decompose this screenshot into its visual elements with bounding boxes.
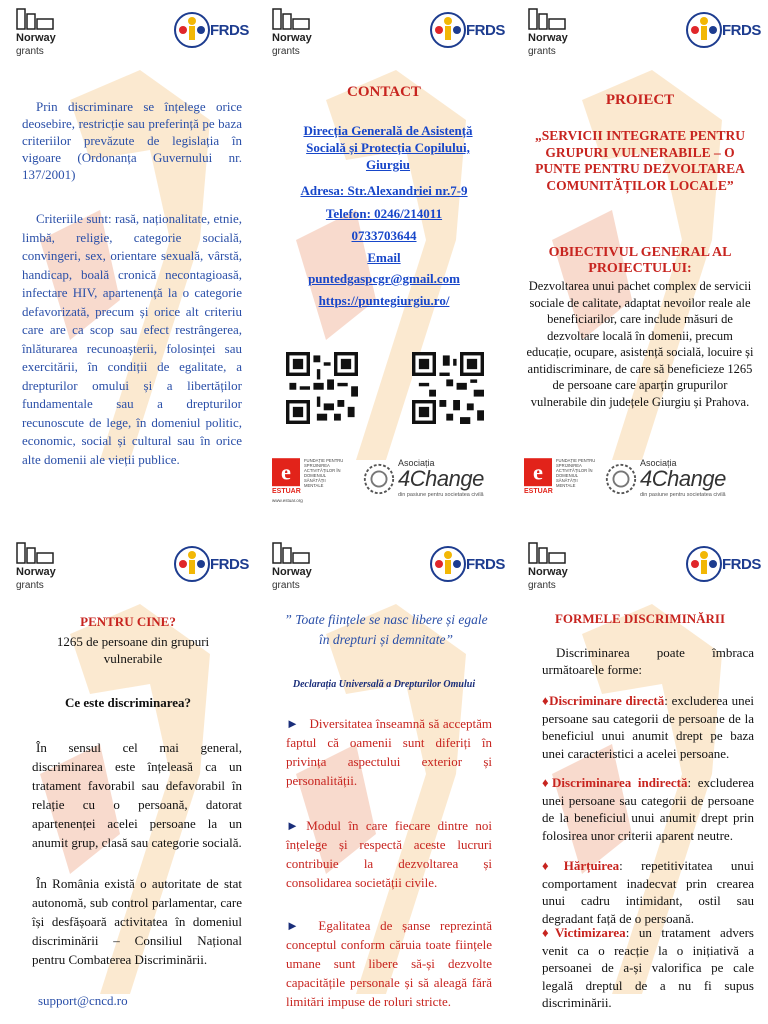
4change-subtitle: din pasiune pentru societatea civilă xyxy=(398,492,484,498)
respect-bullet xyxy=(286,816,492,892)
estuar-subtitle: FUNDAȚIE PENTRU SPRIJINIREA ACTIVITĂȚILOR ÎN DOMENIUL SĂNĂTĂȚII MENTALE xyxy=(304,458,344,488)
grants-label: grants xyxy=(528,580,556,591)
asociatia-label: Asociația xyxy=(640,458,677,468)
diversity-bullet xyxy=(286,714,492,790)
discrimination-meaning-text: În sensul cel mai general, discriminarea este înțeleasă ca un tratament favorabil sau defavorabil în relație cu o persoană, datorat apartenenței acelei persoane la un anumit grup, clasă sau categorie socială. xyxy=(32,740,242,850)
contact-address-link[interactable]: Adresa: Str.Alexandriei nr.7-9 xyxy=(300,183,468,198)
contact-phone-link[interactable]: Telefon: 0246/214011 xyxy=(325,206,443,221)
norway-flag-icon xyxy=(528,8,566,30)
cncd-text: În România există o autoritate de stat autonomă, sub control parlamentar, care își desfășoară activitatea în domeniul discriminării – Consiliul Național pentru Combaterea Discriminării. xyxy=(32,876,242,967)
estuar-label: ESTUAR xyxy=(272,488,301,495)
form-indirect xyxy=(542,774,754,844)
bullet-arrow-icon: ► xyxy=(286,716,310,731)
norway-label: Norway xyxy=(16,32,56,44)
forms-title: FORMELE DISCRIMINĂRII xyxy=(554,611,726,626)
frds-logo xyxy=(172,544,249,590)
grants-label: grants xyxy=(16,46,44,57)
panel-contact xyxy=(256,0,512,512)
norway-grants-logo xyxy=(270,542,340,594)
estuar-label: ESTUAR xyxy=(524,488,553,495)
frds-label: FRDS xyxy=(466,22,505,39)
norway-flag-icon xyxy=(16,542,54,564)
for-whom-title: PENTRU CINE? xyxy=(80,614,176,629)
estuar-subtitle: FUNDAȚIE PENTRU SPRIJINIREA ACTIVITĂȚILOR ÎN DOMENIUL SĂNĂTĂȚII MENTALE xyxy=(556,458,596,488)
panel-header xyxy=(270,8,505,60)
4change-circle-icon xyxy=(604,462,638,496)
frds-logo xyxy=(428,544,505,590)
form-harassment-name: ♦Hărțuirea xyxy=(542,858,620,873)
norway-label: Norway xyxy=(528,32,568,44)
frds-label: FRDS xyxy=(210,22,249,39)
form-harassment xyxy=(542,857,754,927)
objective-title: OBIECTIVUL GENERAL AL PROIECTULUI: xyxy=(548,245,732,276)
norway-label: Norway xyxy=(16,566,56,578)
norway-grants-logo xyxy=(14,542,84,594)
contact-email-link[interactable]: puntedgaspcgr@gmail.com xyxy=(308,271,460,286)
estuar-emblem-icon xyxy=(272,458,300,492)
norway-flag-icon xyxy=(272,8,310,30)
equal-opportunity-text: Egalitatea de șanse reprezintă conceptul conform căruia toate ființele umane sunt libere să-și dezvolte capacitățile personale și să aleagă fără limitări impuse de roluri stricte. xyxy=(286,918,492,1009)
project-name: „SERVICII INTEGRATE PENTRU GRUPURI VULNERABILE – O PUNTE PENTRU DEZVOLTAREA COMUNITĂȚILOR LOCALE” xyxy=(534,128,746,193)
4change-label: 4Change xyxy=(640,466,726,491)
contact-email-label[interactable]: Email xyxy=(367,250,401,265)
grants-label: grants xyxy=(272,46,300,57)
panel-forms-of-discrimination xyxy=(512,534,768,1024)
frds-label: FRDS xyxy=(210,556,249,573)
human-rights-quote: ” Toate ființele se nasc libere și egale în drepturi și demnitate” xyxy=(284,612,488,647)
form-direct-text: : excluderea unei persoane sau categorii de persoane de la beneficiul unui anumit drept pe baza unei caracteristici a acelei persoane. xyxy=(542,693,754,761)
grants-label: grants xyxy=(16,580,44,591)
discrimination-definition-text: Prin discriminare se înțelege orice deosebire, restricție sau preferință pe baza criteriilor prevăzute de legislația în vigoare (Ordonanța Guvernului nr. 137/2001) xyxy=(22,99,242,182)
contact-mobile-link[interactable]: 0733703644 xyxy=(351,228,417,243)
panel-header xyxy=(526,542,761,594)
panel-discrimination-definition xyxy=(0,0,256,512)
form-indirect-name: ♦Discriminarea indirectă xyxy=(542,775,688,790)
cncd-email-link[interactable]: support@cncd.ro xyxy=(38,993,128,1008)
frds-emblem-icon xyxy=(684,544,724,584)
forms-intro: Discriminarea poate îmbraca următoarele forme: xyxy=(542,645,754,677)
4change-label: 4Change xyxy=(398,466,484,491)
brochure-inner-side xyxy=(0,534,768,1024)
grants-label: grants xyxy=(528,46,556,57)
contact-title: CONTACT xyxy=(347,84,421,100)
norway-grants-logo xyxy=(14,8,84,60)
frds-emblem-icon xyxy=(172,544,212,584)
grants-label: grants xyxy=(272,580,300,591)
panel-header xyxy=(14,542,249,594)
respect-text: Modul în care fiecare dintre noi înțelege și respectă aceste lucruri contribuie la dezvoltarea și consolidarea societății civile. xyxy=(286,818,492,890)
frds-emblem-icon xyxy=(684,10,724,50)
frds-logo xyxy=(172,10,249,56)
frds-emblem-icon xyxy=(428,544,468,584)
form-direct xyxy=(542,692,754,762)
norway-flag-icon xyxy=(16,8,54,30)
frds-logo xyxy=(684,544,761,590)
diversity-text: Diversitatea înseamnă să acceptăm faptul că oamenii sunt diferiți în privința aspectului exterior și personalității. xyxy=(286,716,492,788)
form-victimization-name: ♦Victimizarea xyxy=(542,925,626,940)
norway-label: Norway xyxy=(528,566,568,578)
what-is-discrimination-question: Ce este discriminarea? xyxy=(64,695,192,710)
frds-logo xyxy=(684,10,761,56)
estuar-url: www.estuar.org xyxy=(272,498,303,503)
frds-emblem-icon xyxy=(428,10,468,50)
panel-project xyxy=(512,0,768,512)
panel-quote-diversity xyxy=(256,534,512,1024)
4change-circle-icon xyxy=(362,462,396,496)
frds-label: FRDS xyxy=(722,556,761,573)
norway-grants-logo xyxy=(270,8,340,60)
page-divider xyxy=(0,524,768,534)
qr-code-icon[interactable] xyxy=(412,352,484,424)
project-title: PROIECT xyxy=(605,92,675,108)
frds-logo xyxy=(428,10,505,56)
for-whom-text: 1265 de persoane din grupuri vulnerabile xyxy=(56,634,210,666)
asociatia-4change-logo xyxy=(604,456,764,506)
frds-label: FRDS xyxy=(722,22,761,39)
asociatia-label: Asociația xyxy=(398,458,435,468)
objective-text: Dezvoltarea unui pachet complex de servicii sociale de calitate, adaptat nevoilor reale ale beneficiarilor, care include măsuri de dezvoltare locală în domenii, precum educație, ocupare, asistență socială, locuire și antidiscriminare, de care să beneficieze 1265 de persoane care aparțin grupurilor vulnerabile din județele Giurgiu și Prahova. xyxy=(526,279,754,409)
asociatia-4change-logo xyxy=(362,456,510,506)
svg-text:e: e xyxy=(533,459,543,485)
form-direct-name: ♦Discriminare directă xyxy=(542,693,665,708)
criteria-text: Criteriile sunt: rasă, naționalitate, etnie, limbă, religie, categorie socială, convingeri, sex, orientare sexuală, vârstă, handicap, boală cronică necontagioasă, infectare HIV, apartenență la o categorie defavorizată, precum și orice alt criteriu care are ca scop sau efect restrângerea, înlăturarea recunoașterii, folosinței sau exercitării, în condiții de egalitate, a drepturilor omului și a libertăților fundamentale sau a drepturilor recunoscute de lege, în domeniul politic, economic, social și cultural sau în orice alte domenii ale vieții publice. xyxy=(22,211,242,467)
estuar-logo xyxy=(524,458,594,508)
norway-flag-icon xyxy=(272,542,310,564)
form-victimization xyxy=(542,924,754,1012)
bullet-arrow-icon: ► xyxy=(286,918,319,933)
norway-label: Norway xyxy=(272,32,312,44)
bullet-arrow-icon: ► xyxy=(286,818,307,833)
quote-source: Declarația Universală a Drepturilor Omului xyxy=(292,679,476,690)
panel-header xyxy=(14,8,249,60)
frds-label: FRDS xyxy=(466,556,505,573)
estuar-emblem-icon xyxy=(524,458,552,492)
norway-grants-logo xyxy=(526,542,596,594)
equal-opportunity-bullet xyxy=(286,916,492,1011)
estuar-logo xyxy=(272,458,342,508)
norway-grants-logo xyxy=(526,8,596,60)
form-indirect-text: : excluderea unei persoane sau categorii de persoane de la beneficiul unui anumit drept prin folosirea unor criterii aparent neutre. xyxy=(542,775,754,843)
qr-code-icon[interactable] xyxy=(286,352,358,424)
svg-text:e: e xyxy=(281,459,291,485)
form-harassment-text: : repetitivitatea unui comportament inadecvat prin crearea unui cadru intimidant, ostil sau degradant față de o persoană. xyxy=(542,858,755,926)
panel-header xyxy=(270,542,505,594)
contact-organization-link[interactable]: Direcția Generală de Asistență Socială și Protecția Copilului, Giurgiu xyxy=(303,123,473,172)
form-victimization-text: : un tratament advers venit ca o reacție la o inițiativă a persoanei de a-și valorifica pe cale legală dreptul de a nu fi supus discriminării. xyxy=(542,925,754,1010)
4change-subtitle: din pasiune pentru societatea civilă xyxy=(640,492,726,498)
norway-label: Norway xyxy=(272,566,312,578)
norway-flag-icon xyxy=(528,542,566,564)
frds-emblem-icon xyxy=(172,10,212,50)
panel-for-whom xyxy=(0,534,256,1024)
panel-header xyxy=(526,8,761,60)
contact-website-link[interactable]: https://puntegiurgiu.ro/ xyxy=(318,293,450,308)
